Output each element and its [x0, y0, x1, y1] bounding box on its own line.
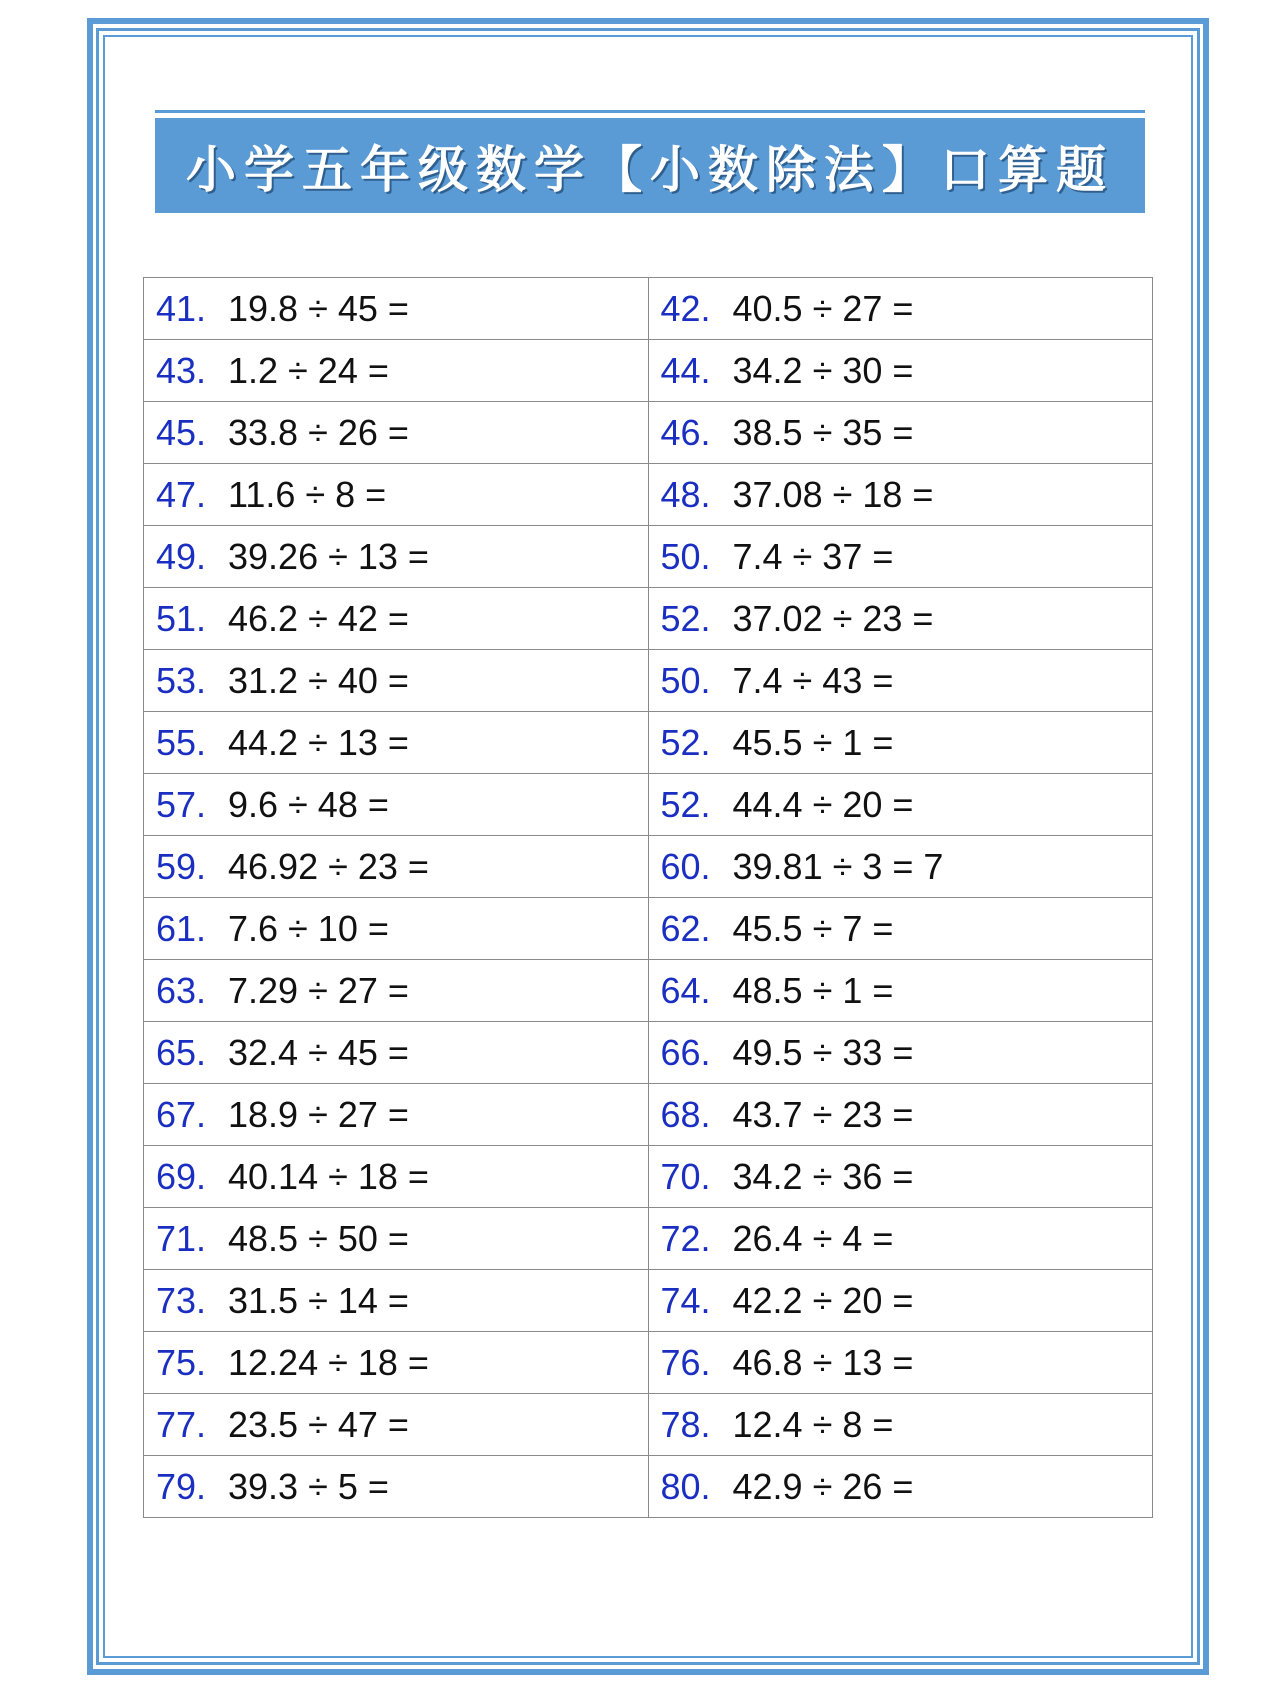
problem-cell — [144, 898, 649, 960]
problem-row — [144, 340, 1153, 402]
problem-number: 79. — [156, 1465, 207, 1507]
problem-expression: 45.5 ÷ 1 = — [732, 721, 894, 763]
problem-expression: 49.5 ÷ 33 = — [732, 1031, 914, 1073]
problem-number: 52. — [660, 783, 711, 825]
problem-number: 52. — [660, 721, 711, 763]
problem-row — [144, 650, 1153, 712]
problem-number: 52. — [660, 597, 711, 639]
problem-expression: 12.4 ÷ 8 = — [732, 1403, 894, 1445]
problem-expression: 11.6 ÷ 8 = — [228, 473, 387, 515]
problem-expression: 32.4 ÷ 45 = — [228, 1031, 409, 1073]
problem-expression: 46.2 ÷ 42 = — [228, 597, 409, 639]
problem-expression: 38.5 ÷ 35 = — [732, 411, 914, 453]
problem-cell — [648, 588, 1153, 650]
problem-number: 61. — [156, 907, 207, 949]
problem-cell — [648, 526, 1153, 588]
problem-cell — [144, 1084, 649, 1146]
problem-cell — [144, 774, 649, 836]
problem-number: 60. — [660, 845, 711, 887]
problem-row — [144, 464, 1153, 526]
problem-number: 64. — [660, 969, 711, 1011]
problem-number: 59. — [156, 845, 207, 887]
problem-cell — [648, 836, 1153, 898]
problem-number: 51. — [156, 597, 207, 639]
problem-number: 48. — [660, 473, 711, 515]
problem-cell — [648, 1208, 1153, 1270]
problem-cell — [648, 464, 1153, 526]
problem-number: 76. — [660, 1341, 711, 1383]
problem-cell — [648, 402, 1153, 464]
problem-number: 62. — [660, 907, 711, 949]
problem-expression: 46.92 ÷ 23 = — [228, 845, 429, 887]
problem-number: 45. — [156, 411, 207, 453]
problem-number: 63. — [156, 969, 207, 1011]
problem-expression: 37.02 ÷ 23 = — [732, 597, 934, 639]
problem-number: 50. — [660, 535, 711, 577]
problem-row — [144, 898, 1153, 960]
problem-number: 41. — [156, 287, 207, 329]
problem-number: 57. — [156, 783, 207, 825]
problem-expression: 37.08 ÷ 18 = — [732, 473, 934, 515]
problem-expression: 39.3 ÷ 5 = — [228, 1465, 389, 1507]
problem-cell — [648, 1084, 1153, 1146]
problem-number: 46. — [660, 411, 711, 453]
problem-cell — [144, 1208, 649, 1270]
problem-expression: 48.5 ÷ 1 = — [732, 969, 894, 1011]
problem-cell — [144, 960, 649, 1022]
problem-row — [144, 1270, 1153, 1332]
problem-cell — [648, 340, 1153, 402]
problem-cell — [144, 464, 649, 526]
problem-cell — [144, 278, 649, 340]
problem-number: 73. — [156, 1279, 207, 1321]
problem-number: 49. — [156, 535, 207, 577]
problem-number: 55. — [156, 721, 207, 763]
problem-expression: 7.4 ÷ 37 = — [732, 535, 894, 577]
problem-expression: 34.2 ÷ 30 = — [732, 349, 914, 391]
problem-number: 72. — [660, 1217, 711, 1259]
problem-expression: 23.5 ÷ 47 = — [228, 1403, 409, 1445]
problem-expression: 1.2 ÷ 24 = — [228, 349, 389, 391]
problem-cell — [648, 1456, 1153, 1518]
title-rule — [155, 110, 1145, 113]
problem-cell — [648, 1394, 1153, 1456]
problem-expression: 7.29 ÷ 27 = — [228, 969, 409, 1011]
problem-expression: 9.6 ÷ 48 = — [228, 783, 389, 825]
problem-number: 77. — [156, 1403, 207, 1445]
problem-cell — [648, 1270, 1153, 1332]
problem-number: 66. — [660, 1031, 711, 1073]
problem-cell — [648, 898, 1153, 960]
problem-number: 75. — [156, 1341, 207, 1383]
problem-row — [144, 960, 1153, 1022]
problem-expression: 44.2 ÷ 13 = — [228, 721, 409, 763]
problem-number: 74. — [660, 1279, 711, 1321]
problem-row — [144, 588, 1153, 650]
problem-expression: 31.5 ÷ 14 = — [228, 1279, 409, 1321]
problem-cell — [648, 278, 1153, 340]
problem-table — [143, 277, 1153, 1518]
problem-number: 50. — [660, 659, 711, 701]
problem-cell — [648, 650, 1153, 712]
problem-number: 42. — [660, 287, 711, 329]
problem-row — [144, 526, 1153, 588]
problem-expression: 31.2 ÷ 40 = — [228, 659, 409, 701]
problem-table-body — [144, 278, 1153, 1518]
problem-number: 43. — [156, 349, 207, 391]
problem-expression: 26.4 ÷ 4 = — [732, 1217, 894, 1259]
problem-number: 47. — [156, 473, 207, 515]
problem-cell — [648, 774, 1153, 836]
problem-cell — [144, 1394, 649, 1456]
problem-number: 67. — [156, 1093, 207, 1135]
problem-cell — [144, 1022, 649, 1084]
problem-cell — [648, 1332, 1153, 1394]
problem-row — [144, 712, 1153, 774]
problem-row — [144, 1022, 1153, 1084]
problem-expression: 40.14 ÷ 18 = — [228, 1155, 429, 1197]
problem-row — [144, 402, 1153, 464]
problem-cell — [144, 712, 649, 774]
problem-row — [144, 1146, 1153, 1208]
problem-expression: 39.81 ÷ 3 = 7 — [732, 845, 944, 887]
problem-number: 53. — [156, 659, 207, 701]
problem-cell — [144, 588, 649, 650]
problem-expression: 34.2 ÷ 36 = — [732, 1155, 914, 1197]
problem-number: 69. — [156, 1155, 207, 1197]
problem-expression: 12.24 ÷ 18 = — [228, 1341, 429, 1383]
problem-row — [144, 278, 1153, 340]
problem-cell — [144, 340, 649, 402]
problem-expression: 46.8 ÷ 13 = — [732, 1341, 914, 1383]
problem-number: 70. — [660, 1155, 711, 1197]
problem-expression: 19.8 ÷ 45 = — [228, 287, 409, 329]
problem-expression: 18.9 ÷ 27 = — [228, 1093, 409, 1135]
problem-expression: 42.9 ÷ 26 = — [732, 1465, 914, 1507]
problem-cell — [144, 836, 649, 898]
problem-cell — [648, 1146, 1153, 1208]
problem-row — [144, 1084, 1153, 1146]
problem-number: 44. — [660, 349, 711, 391]
problem-cell — [648, 712, 1153, 774]
problem-number: 71. — [156, 1217, 207, 1259]
problem-cell — [144, 1146, 649, 1208]
problem-cell — [648, 960, 1153, 1022]
problem-row — [144, 774, 1153, 836]
problem-expression: 39.26 ÷ 13 = — [228, 535, 429, 577]
problem-expression: 7.4 ÷ 43 = — [732, 659, 894, 701]
problem-number: 68. — [660, 1093, 711, 1135]
problem-cell — [144, 1332, 649, 1394]
problem-expression: 45.5 ÷ 7 = — [732, 907, 894, 949]
problem-cell — [144, 402, 649, 464]
problem-expression: 33.8 ÷ 26 = — [228, 411, 409, 453]
problem-row — [144, 1394, 1153, 1456]
problem-row — [144, 836, 1153, 898]
problem-expression: 44.4 ÷ 20 = — [732, 783, 914, 825]
problem-expression: 7.6 ÷ 10 = — [228, 907, 389, 949]
problem-number: 65. — [156, 1031, 207, 1073]
problem-row — [144, 1456, 1153, 1518]
problem-row — [144, 1332, 1153, 1394]
problem-number: 80. — [660, 1465, 711, 1507]
problem-expression: 48.5 ÷ 50 = — [228, 1217, 409, 1259]
problem-cell — [144, 650, 649, 712]
problem-expression: 40.5 ÷ 27 = — [732, 287, 914, 329]
problem-number: 78. — [660, 1403, 711, 1445]
problem-cell — [144, 526, 649, 588]
title-banner — [155, 118, 1145, 213]
problem-cell — [144, 1270, 649, 1332]
problem-expression: 42.2 ÷ 20 = — [732, 1279, 914, 1321]
problem-row — [144, 1208, 1153, 1270]
problem-cell — [144, 1456, 649, 1518]
page-title: 小学五年级数学【小数除法】口算题 — [186, 139, 1114, 199]
problem-expression: 43.7 ÷ 23 = — [732, 1093, 914, 1135]
problem-cell — [648, 1022, 1153, 1084]
